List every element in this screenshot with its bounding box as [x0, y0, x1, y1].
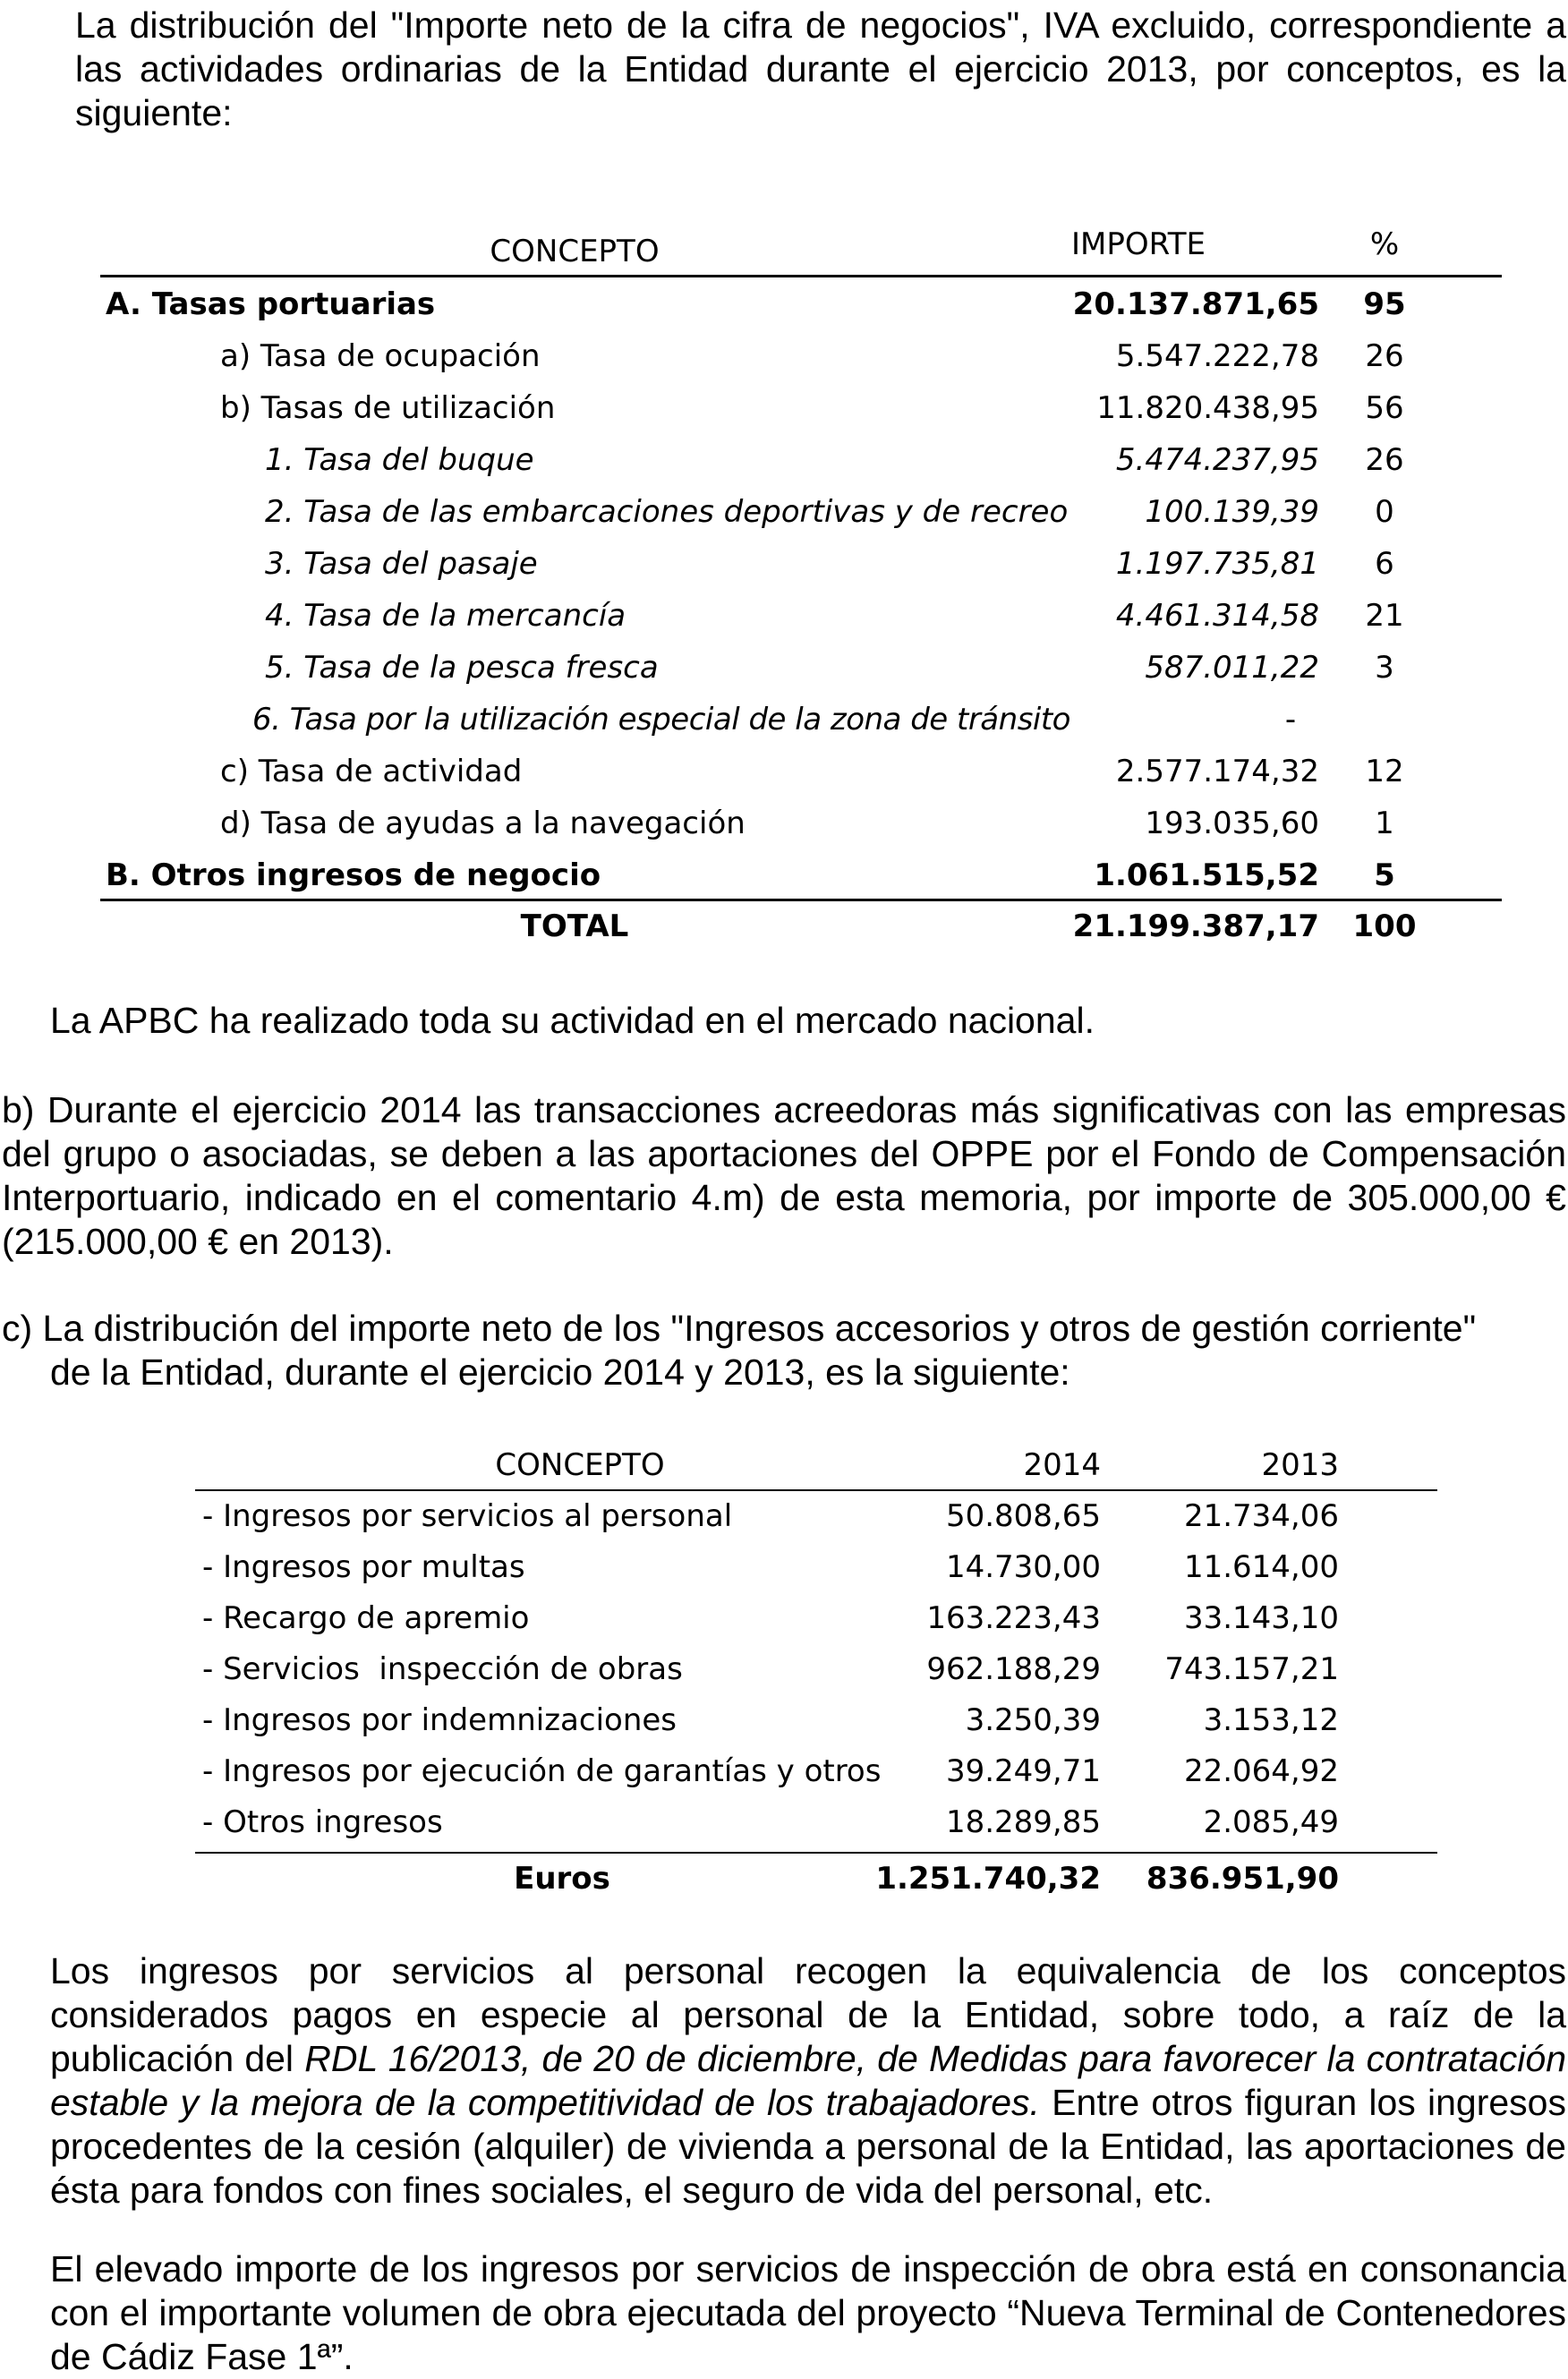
row-2013: 743.157,21 [1164, 1651, 1339, 1687]
row-2013: 21.734,06 [1183, 1498, 1339, 1534]
row-concept: d) Tasa de ayudas a la navegación [220, 806, 746, 841]
row-pct: 21 [1365, 598, 1404, 634]
row-concept: 4. Tasa de la mercancía [265, 598, 626, 634]
row-pct: 0 [1375, 494, 1394, 530]
row-pct: 56 [1365, 390, 1404, 426]
ancillary-income-table [195, 1439, 1437, 1905]
row-amount: 100.139,39 [1145, 494, 1319, 530]
table1-header-amount: IMPORTE [1070, 226, 1206, 262]
net-revenue-total-row [100, 900, 1502, 952]
row-2014: 18.289,85 [945, 1804, 1101, 1840]
row-concept: A. Tasas portuarias [106, 286, 436, 322]
row-2013: 22.064,92 [1183, 1753, 1339, 1789]
table-row [100, 278, 1502, 330]
table-row [195, 1490, 1437, 1542]
row-concept: b) Tasas de utilización [220, 390, 556, 426]
table-row [100, 434, 1502, 486]
row-concept: - Ingresos por multas [202, 1549, 525, 1585]
table-row [100, 849, 1502, 901]
row-pct: 12 [1365, 754, 1404, 789]
row-2014: 3.250,39 [965, 1702, 1101, 1738]
row-amount: 5.547.222,78 [1115, 338, 1319, 374]
total-label: TOTAL [520, 908, 629, 944]
table-row [195, 1796, 1437, 1848]
row-pct: 3 [1375, 650, 1394, 686]
apbc-market-sentence: La APBC ha realizado toda su actividad en el mercado nacional. [50, 1000, 1095, 1041]
row-concept: a) Tasa de ocupación [220, 338, 541, 374]
table2-header-concept: CONCEPTO [495, 1447, 665, 1483]
row-pct: 1 [1375, 806, 1394, 841]
row-concept: 6. Tasa por la utilización especial de la zona de tránsito [252, 702, 1070, 738]
table-row [195, 1745, 1437, 1797]
table-row [195, 1592, 1437, 1644]
intro-paragraph: La distribución del "Importe neto de la cifra de negocios", IVA excluido, correspondiente a las actividades ordinarias de la Entidad durante el ejercicio 2013, por conceptos, es la siguiente: [75, 4, 1566, 133]
row-amount: 587.011,22 [1145, 650, 1319, 686]
total-2014: 1.251.740,32 [875, 1861, 1101, 1897]
row-pct: 6 [1375, 546, 1394, 582]
table1-header-concept: CONCEPTO [490, 234, 660, 269]
row-amount: 1.061.515,52 [1094, 857, 1319, 893]
table-row [100, 538, 1502, 590]
table1-top-rule [100, 275, 1502, 277]
row-pct: 26 [1365, 442, 1404, 478]
total-pct: 100 [1352, 908, 1417, 944]
paragraph-c-line1: c) La distribución del importe neto de los "Ingresos accesorios y otros de gestión corriente" [2, 1308, 1477, 1349]
table-row [195, 1643, 1437, 1695]
row-amount: 4.461.314,58 [1115, 598, 1319, 634]
row-2014: 50.808,65 [945, 1498, 1101, 1534]
paragraph-inspection: El elevado importe de los ingresos por servicios de inspección de obra está en consonancia con el importante volumen de obra ejecutada del proyecto “Nueva Terminal de Contenedores de Cádiz Fase 1ª”. [50, 2248, 1566, 2377]
row-amount: 2.577.174,32 [1115, 754, 1319, 789]
table2-header-2013: 2013 [1261, 1447, 1339, 1483]
row-concept: B. Otros ingresos de negocio [106, 857, 601, 893]
row-2013: 3.153,12 [1203, 1702, 1339, 1738]
row-pct: 5 [1374, 857, 1395, 893]
table-row [100, 797, 1502, 849]
row-concept: - Ingresos por servicios al personal [202, 1498, 733, 1534]
table-row [100, 590, 1502, 642]
row-2014: 14.730,00 [945, 1549, 1101, 1585]
rdl-reference: RDL 16/2013, de 20 de diciembre, de Medidas para favorecer la contratación estable y la mejora de la competitividad de los trabajadores. [50, 2038, 1566, 2123]
table-row [100, 330, 1502, 382]
row-2014: 39.249,71 [945, 1753, 1101, 1789]
paragraph-personal-before: Los ingresos por servicios al personal recogen la equivalencia de los conceptos considerados pagos en especie al personal de la Entidad, sobre todo, a raíz de la publicación del [50, 1950, 1566, 2079]
row-concept: - Servicios inspección de obras [202, 1651, 683, 1687]
row-2013: 11.614,00 [1183, 1549, 1339, 1585]
row-amount: 193.035,60 [1145, 806, 1319, 841]
row-amount: 20.137.871,65 [1072, 286, 1319, 322]
row-concept: c) Tasa de actividad [220, 754, 523, 789]
paragraph-b: b) Durante el ejercicio 2014 las transacciones acreedoras más significativas con las empresas del grupo o asociadas, se deben a las aportaciones del OPPE por el Fondo de Compensación Interportuario, indicado en el comentario 4.m) de esta memoria, por importe de 305.000,00 € (215.000,00 € en 2013). [2, 1089, 1566, 1262]
table-row [100, 486, 1502, 538]
table-row [195, 1694, 1437, 1746]
row-amount: - [1284, 702, 1297, 738]
row-pct: 95 [1363, 286, 1406, 322]
paragraph-c-line2: de la Entidad, durante el ejercicio 2014 y 2013, es la siguiente: [50, 1352, 1070, 1393]
row-2014: 163.223,43 [926, 1600, 1101, 1636]
row-pct: 26 [1365, 338, 1404, 374]
table-row [100, 382, 1502, 434]
row-concept: 5. Tasa de la pesca fresca [265, 650, 659, 686]
total-2013: 836.951,90 [1146, 1861, 1339, 1897]
row-2014: 962.188,29 [926, 1651, 1101, 1687]
table-row [100, 694, 1502, 746]
row-2013: 2.085,49 [1203, 1804, 1339, 1840]
row-2013: 33.143,10 [1183, 1600, 1339, 1636]
row-concept: 3. Tasa del pasaje [265, 546, 538, 582]
table-row [100, 642, 1502, 694]
table-row [100, 746, 1502, 797]
paragraph-personal-services [50, 1949, 1566, 2213]
paragraph-personal-after: Entre otros figuran los ingresos procedentes de la cesión (alquiler) de vivienda a personal de la Entidad, las aportaciones de ésta para fondos con fines sociales, el seguro de vida del personal, etc. [50, 2082, 1566, 2211]
table2-total-row [195, 1853, 1437, 1905]
row-amount: 5.474.237,95 [1115, 442, 1319, 478]
row-concept: 1. Tasa del buque [265, 442, 534, 478]
table1-header-pct: % [1369, 226, 1400, 262]
table-row [195, 1541, 1437, 1593]
row-concept: - Ingresos por indemnizaciones [202, 1702, 677, 1738]
row-concept: 2. Tasa de las embarcaciones deportivas y de recreo [265, 494, 1069, 530]
row-amount: 11.820.438,95 [1096, 390, 1319, 426]
row-concept: - Otros ingresos [202, 1804, 443, 1840]
total-label: Euros [514, 1861, 610, 1897]
row-concept: - Recargo de apremio [202, 1600, 530, 1636]
row-amount: 1.197.735,81 [1115, 546, 1319, 582]
table2-header-2014: 2014 [1023, 1447, 1101, 1483]
net-revenue-table [100, 218, 1502, 925]
row-concept: - Ingresos por ejecución de garantías y otros [202, 1753, 882, 1789]
total-amount: 21.199.387,17 [1072, 908, 1319, 944]
